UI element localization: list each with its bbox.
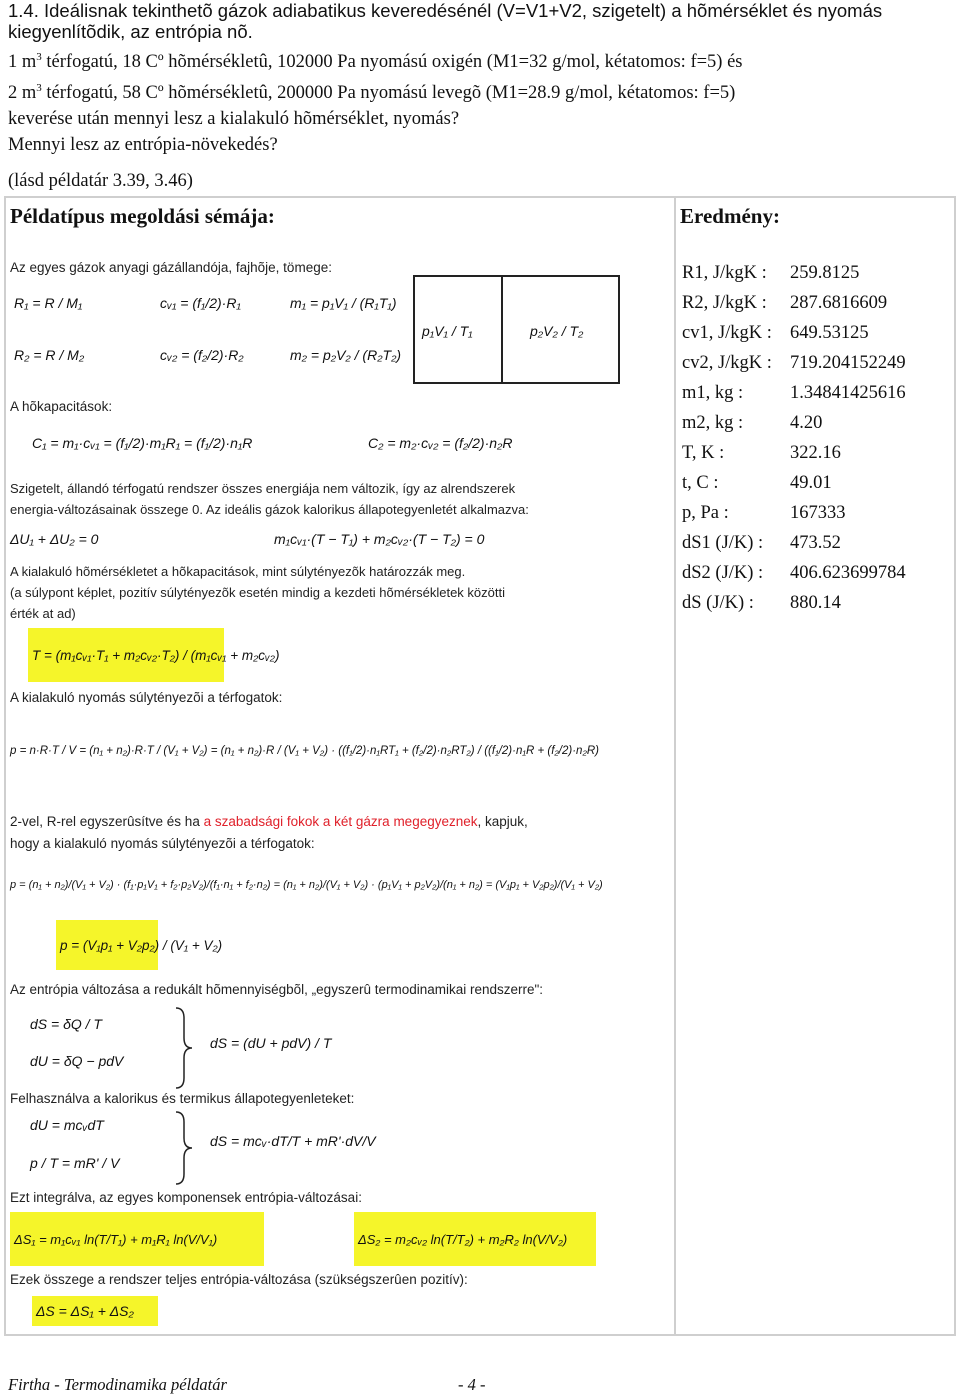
result-label: R1, J/kgK : <box>682 263 767 283</box>
result-value: 167333 <box>790 503 846 523</box>
eq-r2: R₂ = R / M₂ <box>14 347 85 363</box>
result-row <box>682 288 906 318</box>
result-value: 1.34841425616 <box>790 383 906 403</box>
eq-ds1: ΔS₁ = m₁cᵥ₁ ln(T/T₁) + m₁R₁ ln(V/V₁) <box>14 1232 218 1247</box>
eq-ds-total: ΔS = ΔS₁ + ΔS₂ <box>36 1303 134 1319</box>
result-value: 649.53125 <box>790 323 869 343</box>
result-label: t, C : <box>682 473 719 493</box>
problem-line-3: keverése után mennyi lesz a kialakuló hõmérséklet, nyomás? <box>8 109 460 130</box>
eq-thermal-state: p / T = mR' / V <box>30 1155 120 1171</box>
scheme-text-3b: energia-változásainak összege 0. Az ideális gázok kalorikus állapotegyenletét alkalmazva: <box>10 502 529 517</box>
result-value: 473.52 <box>790 533 841 553</box>
scheme-text-5: A kialakuló nyomás súlytényezõi a térfogatok: <box>10 690 283 705</box>
solution-scheme-figure <box>4 256 670 1336</box>
eq-ds-combined: dS = (dU + pdV) / T <box>210 1035 332 1051</box>
brace-entropy <box>176 1008 192 1088</box>
results-list <box>682 258 906 618</box>
result-value: 259.8125 <box>790 263 860 283</box>
eq-ds-state: dS = mcᵥ·dT/T + mR'·dV/V <box>210 1133 376 1149</box>
eq-ds-definition: dS = δQ / T <box>30 1016 102 1032</box>
result-value: 49.01 <box>790 473 832 493</box>
eq-c1-capacity: C₁ = m₁·cᵥ₁ = (f₁/2)·m₁R₁ = (f₁/2)·n₁R <box>32 435 253 451</box>
eq-energy-sum: ΔU₁ + ΔU₂ = 0 <box>10 531 99 547</box>
eq-ds2: ΔS₂ = m₂cᵥ₂ ln(T/T₂) + m₂R₂ ln(V/V₂) <box>358 1232 568 1247</box>
result-label: p, Pa : <box>682 503 729 523</box>
column-divider <box>674 196 676 1336</box>
result-row <box>682 588 906 618</box>
scheme-text-1: Az egyes gázok anyagi gázállandója, fajhõje, tömege: <box>10 260 332 275</box>
result-row <box>682 318 906 348</box>
result-label: m1, kg : <box>682 383 744 403</box>
eq-energy-balance: m₁cᵥ₁·(T − T₁) + m₂cᵥ₂·(T − T₂) = 0 <box>274 531 485 547</box>
result-label: dS1 (J/K) : <box>682 533 764 553</box>
result-row <box>682 468 906 498</box>
scheme-text-2: A hõkapacitások: <box>10 399 113 414</box>
result-value: 287.6816609 <box>790 293 888 313</box>
eq-du-first-law: dU = δQ − pdV <box>30 1053 124 1069</box>
eq-pressure-simplified: p = (n₁ + n₂)/(V₁ + V₂) · (f₁·p₁V₁ + f₂·p₂V₂)/(f₁·n₁ + f₂·n₂) = (n₁ + n₂)/(V₁ + V₂) · (p₁V₁ + p₂V₂)/(n₁ + n₂) = (V₁p₁ + V₂p₂)/(V₁ + V₂) <box>10 879 603 891</box>
result-row <box>682 528 906 558</box>
problem-line-4: Mennyi lesz az entrópia-növekedés? <box>8 135 278 156</box>
problem-line-1: 1 $m^3$ térfogatú, 18 Cº hõmérsékletû, 102000 Pa nyomású oxigén (M1=32 g/mol, kétatomos: f=5) és <box>8 51 743 73</box>
result-row <box>682 348 906 378</box>
problem-line-2: 2 $m^3$ térfogatú, 58 Cº hõmérsékletû, 200000 Pa nyomású levegõ (M1=28.9 g/mol, kétatomos: f=5) <box>8 82 736 104</box>
result-label: dS2 (J/K) : <box>682 563 764 583</box>
eq-du-caloric: dU = mcᵥdT <box>30 1117 104 1133</box>
result-label: R2, J/kgK : <box>682 293 767 313</box>
result-row <box>682 498 906 528</box>
result-label: T, K : <box>682 443 725 463</box>
result-row <box>682 378 906 408</box>
result-row <box>682 438 906 468</box>
page-header: 1.4. Ideálisnak tekinthetõ gázok adiabatikus keveredésénél (V=V1+V2, szigetelt) a hõmérséklet és nyomás kiegyenlítõdik, az entrópia nõ. <box>8 0 883 42</box>
scheme-text-9: Ezt integrálva, az egyes komponensek entrópia-változásai: <box>10 1190 362 1205</box>
scheme-text-6a: 2-vel, R-rel egyszerûsítve és ha a szabadsági fokok a két gázra megegyeznek, kapjuk, <box>10 814 528 829</box>
box-left-label: p₁V₁ / T₁ <box>422 323 473 339</box>
result-label: cv2, J/kgK : <box>682 353 772 373</box>
results-title: Eredmény: <box>680 204 780 228</box>
problem-statement <box>8 44 952 158</box>
scheme-text-4a: A kialakuló hõmérsékletet a hõkapacitások, mint súlytényezõk határozzák meg. <box>10 564 466 579</box>
result-value: 322.16 <box>790 443 841 463</box>
result-value: 880.14 <box>790 593 841 613</box>
result-row <box>682 258 906 288</box>
result-label: m2, kg : <box>682 413 744 433</box>
reference-note: (lásd példatár 3.39, 3.46) <box>8 171 193 191</box>
page-number: - 4 - <box>458 1375 486 1394</box>
eq-mix-temperature: T = (m₁cᵥ₁·T₁ + m₂cᵥ₂·T₂) / (m₁cᵥ₁ + m₂cᵥ₂) <box>32 648 280 663</box>
eq-cv2: cᵥ₂ = (f₂/2)·R₂ <box>160 347 244 363</box>
eq-r1: R₁ = R / M₁ <box>14 295 83 311</box>
result-value: 406.623699784 <box>790 563 906 583</box>
result-row <box>682 558 906 588</box>
eq-m2: m₂ = p₂V₂ / (R₂T₂) <box>290 347 402 363</box>
scheme-title: Példatípus megoldási sémája: <box>10 204 275 228</box>
scheme-text-6b: hogy a kialakuló nyomás súlytényezõi a térfogatok: <box>10 836 315 851</box>
result-label: dS (J/K) : <box>682 593 754 613</box>
result-value: 4.20 <box>790 413 823 433</box>
scheme-text-4b: (a súlypont képlet, pozitív súlytényezõk esetén mindig a kezdeti hõmérsékletek közötti <box>10 585 505 600</box>
eq-pressure-derivation: p = n·R·T / V = (n₁ + n₂)·R·T / (V₁ + V₂) = (n₁ + n₂)·R / (V₁ + V₂) · ((f₁/2)·n₁RT₁ + (f₂/2)·n₂RT₂) / ((f₁/2)·n₁R + (f₂/2)·n₂R) <box>10 745 599 757</box>
scheme-text-10: Ezek összege a rendszer teljes entrópia-változása (szükségszerûen pozitív): <box>10 1272 468 1287</box>
eq-cv1: cᵥ₁ = (f₁/2)·R₁ <box>160 295 241 311</box>
result-value: 719.204152249 <box>790 353 906 373</box>
scheme-text-4c: érték at ad) <box>10 606 76 621</box>
result-label: cv1, J/kgK : <box>682 323 772 343</box>
result-row <box>682 408 906 438</box>
eq-mix-pressure: p = (V₁p₁ + V₂p₂) / (V₁ + V₂) <box>60 938 223 953</box>
footer-title: Firtha - Termodinamika példatár <box>8 1375 227 1394</box>
eq-m1: m₁ = p₁V₁ / (R₁T₁) <box>290 295 397 311</box>
scheme-text-3a: Szigetelt, állandó térfogatú rendszer összes energiája nem változik, így az alrendszerek <box>10 481 516 496</box>
brace-state <box>176 1112 192 1184</box>
scheme-text-8: Felhasználva a kalorikus és termikus állapotegyenleteket: <box>10 1091 355 1106</box>
scheme-text-7: Az entrópia változása a redukált hõmennyiségbõl, „egyszerû termodinamikai rendszerre": <box>10 982 544 997</box>
box-right-label: p₂V₂ / T₂ <box>530 323 584 339</box>
eq-c2-capacity: C₂ = m₂·cᵥ₂ = (f₂/2)·n₂R <box>368 435 513 451</box>
